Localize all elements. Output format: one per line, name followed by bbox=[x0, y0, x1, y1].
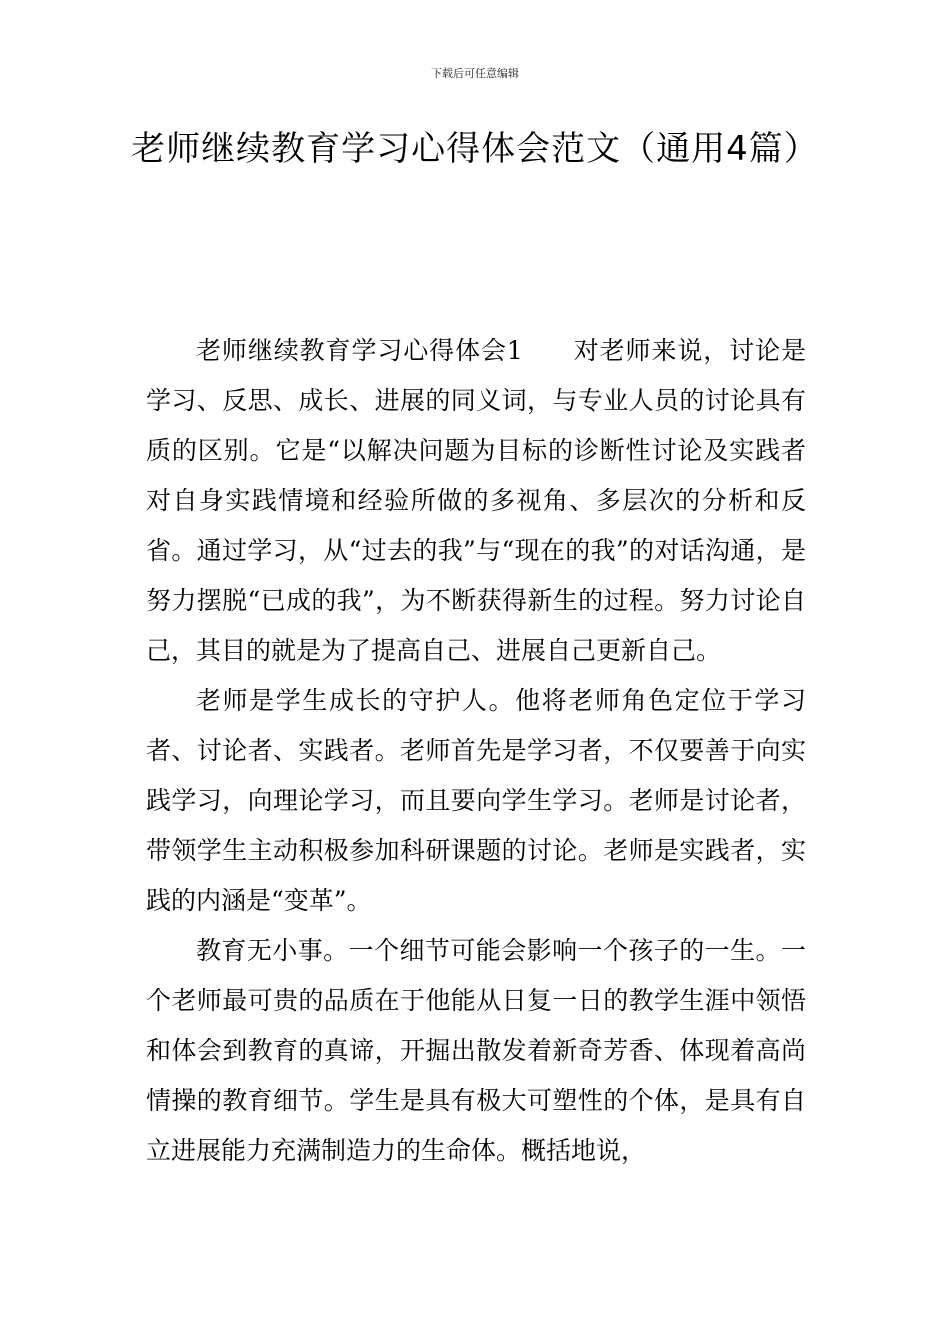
document-title: 老师继续教育学习心得体会范文（通用4篇） bbox=[131, 129, 819, 169]
paragraph-3: 教育无小事。一个细节可能会影响一个孩子的一生。一个老师最可贵的品质在于他能从日复一日的教学生涯中领悟和体会到教育的真谛，开掘出散发着新奇芳香、体现着高尚情操的教育细节。学生是具有极大可塑性的个体，是具有自立进展能力充满制造力的生命体。概括地说， bbox=[146, 936, 806, 1165]
paragraph-1-text: 对老师来说，讨论是学习、反思、成长、进展的同义词，与专业人员的讨论具有质的区别。它是“以解决问题为目标的诊断性讨论及实践者对自身实践情境和经验所做的多视角、多层次的分析和反省。通过学习，从“过去的我”与“现在的我”的对话沟通，是努力摆脱“已成的我”，为不断获得新生的过程。努力讨论自己，其目的就是为了提高自己、进展自己更新自己。 bbox=[146, 336, 806, 665]
section-heading: 老师继续教育学习心得体会1 bbox=[196, 336, 523, 365]
document-body bbox=[146, 326, 806, 1176]
paragraph-2: 老师是学生成长的守护人。他将老师角色定位于学习者、讨论者、实践者。老师首先是学习者，不仅要善于向实践学习，向理论学习，而且要向学生学习。老师是讨论者，带领学生主动积极参加科研课题的讨论。老师是实践者，实践的内涵是“变革”。 bbox=[146, 686, 806, 915]
header-note: 下载后可任意编辑 bbox=[431, 67, 519, 80]
paragraph-1 bbox=[146, 326, 806, 676]
